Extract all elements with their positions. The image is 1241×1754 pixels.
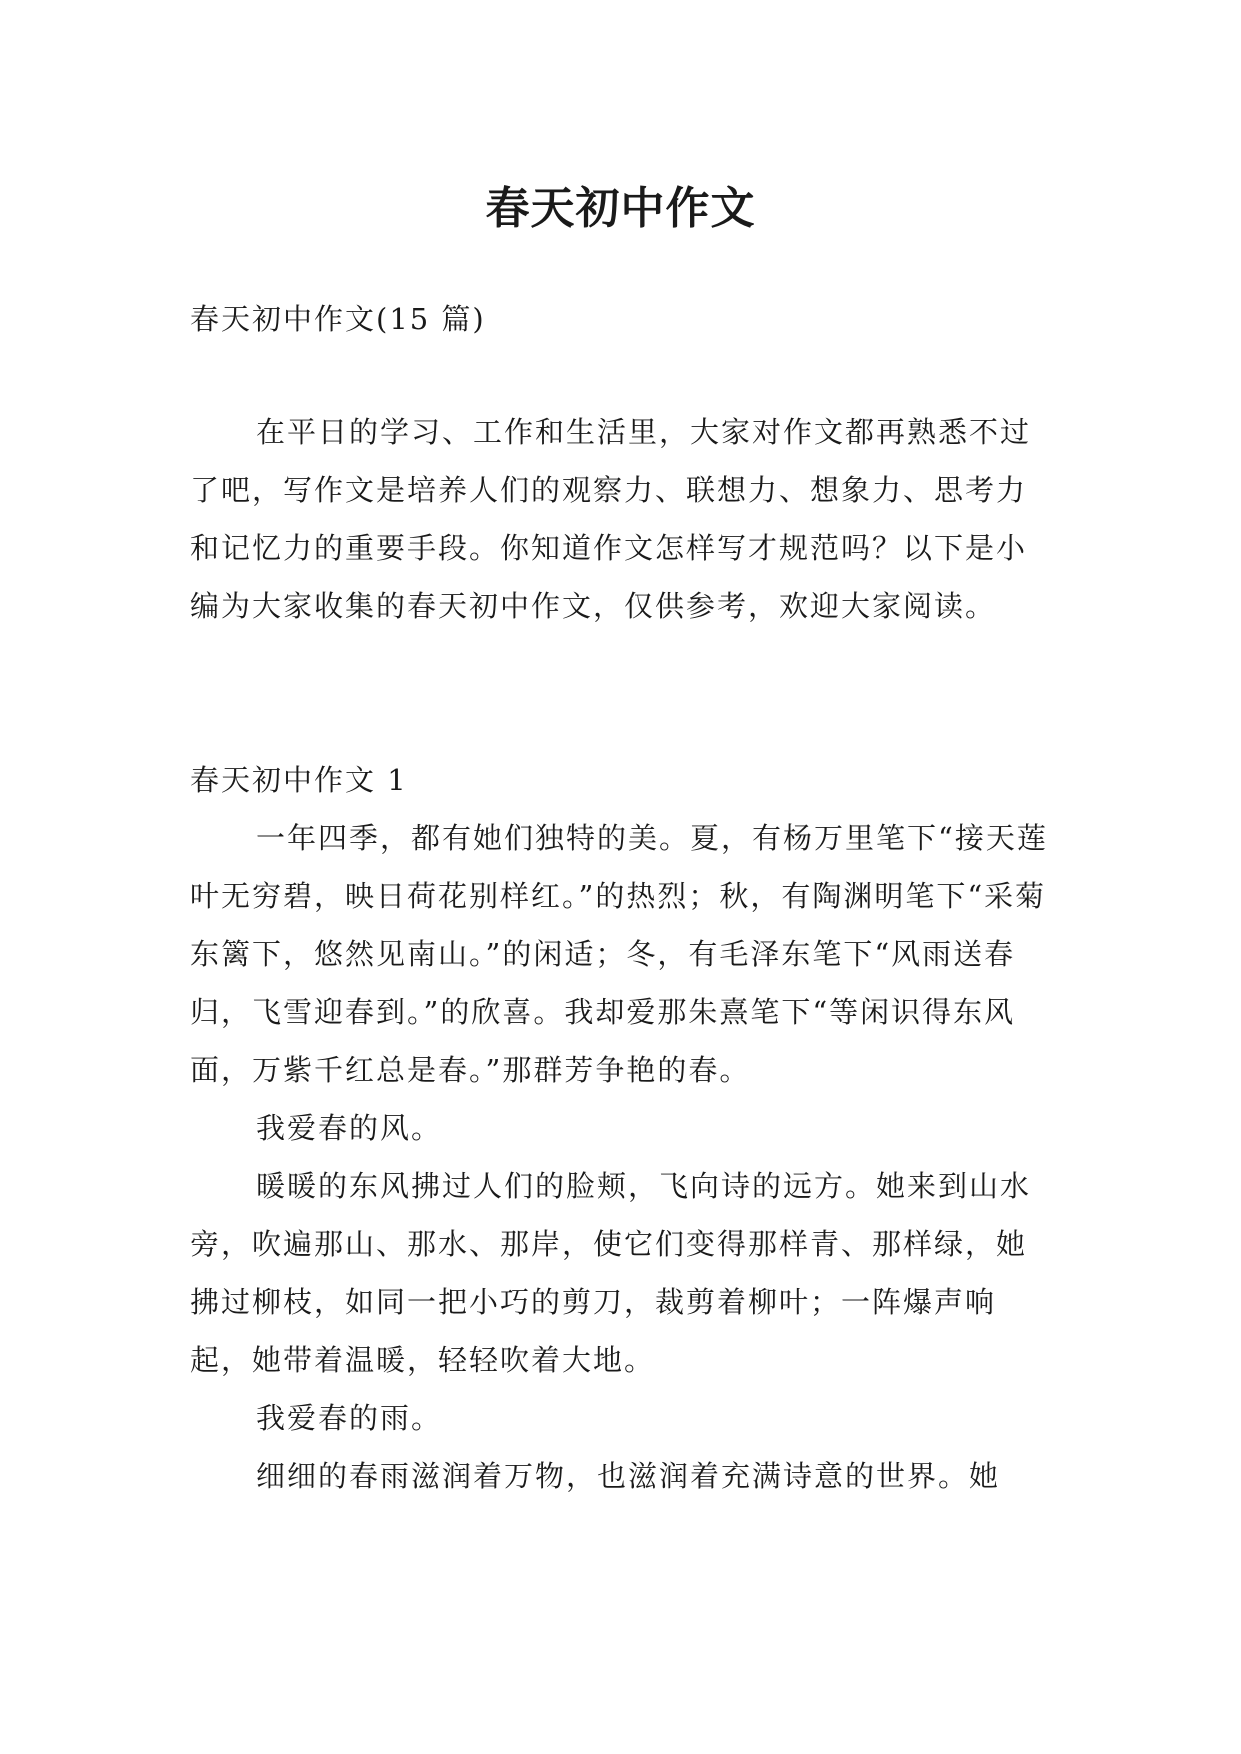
essay-paragraph: 一年四季，都有她们独特的美。夏，有杨万里笔下“接天莲叶无穷碧，映日荷花别样红。”的热烈；秋，有陶渊明笔下“采菊东篱下，悠然见南山。”的闲适；冬，有毛泽东笔下“风雨送春归，飞雪迎春到。”的欣喜。我却爱那朱熹笔下“等闲识得东风面，万紫千红总是春。”那群芳争艳的春。 <box>190 821 1048 1087</box>
essay-paragraph: 我爱春的雨。 <box>256 1401 443 1435</box>
essay-body <box>190 809 1050 1505</box>
essay-heading: 春天初中作文 1 <box>190 763 408 797</box>
intro-paragraph: 在平日的学习、工作和生活里，大家对作文都再熟悉不过了吧，写作文是培养人们的观察力、联想力、想象力、思考力和记忆力的重要手段。你知道作文怎样写才规范吗？以下是小编为大家收集的春天初中作文，仅供参考，欢迎大家阅读。 <box>190 415 1032 623</box>
essay-paragraph: 暖暖的东风拂过人们的脸颊，飞向诗的远方。她来到山水旁，吹遍那山、那水、那岸，使它们变得那样青、那样绿，她拂过柳枝，如同一把小巧的剪刀，裁剪着柳叶；一阵爆声响起，她带着温暖，轻轻吹着大地。 <box>190 1169 1032 1377</box>
essay-paragraph: 细细的春雨滋润着万物，也滋润着充满诗意的世界。她 <box>256 1459 1001 1493</box>
document-title: 春天初中作文 <box>485 183 756 235</box>
document-subtitle: 春天初中作文(15 篇) <box>190 302 486 336</box>
essay-paragraph: 我爱春的风。 <box>256 1111 443 1145</box>
